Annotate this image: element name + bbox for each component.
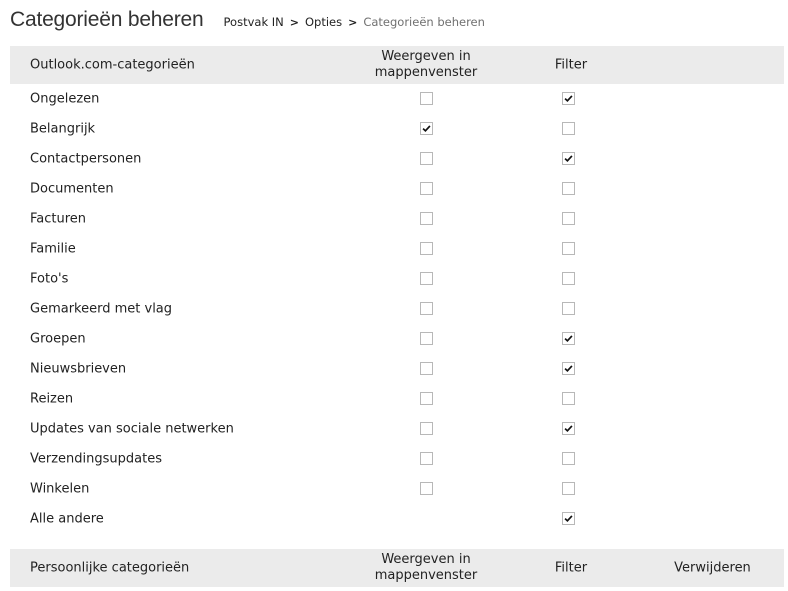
column-header-category: Outlook.com-categorieën <box>30 57 195 73</box>
category-row <box>10 234 784 264</box>
column-header-show-in-folder-pane <box>365 552 487 584</box>
category-label: Ongelezen <box>30 91 100 107</box>
category-row <box>10 144 784 174</box>
page-title: Categorieën beheren <box>10 8 204 31</box>
filter-checkbox[interactable] <box>562 182 575 195</box>
breadcrumb-current: Categorieën beheren <box>363 15 485 29</box>
outlook-categories-list <box>10 84 784 534</box>
show-in-folder-pane-checkbox[interactable] <box>420 182 433 195</box>
show-in-folder-pane-checkbox[interactable] <box>420 92 433 105</box>
category-label: Verzendingsupdates <box>30 451 162 467</box>
category-row <box>10 504 784 534</box>
filter-checkbox[interactable] <box>562 452 575 465</box>
category-row <box>10 444 784 474</box>
column-header-delete: Verwijderen <box>674 560 751 576</box>
show-in-folder-pane-checkbox[interactable] <box>420 242 433 255</box>
filter-checkbox[interactable] <box>562 242 575 255</box>
show-in-folder-pane-checkbox[interactable] <box>420 122 433 135</box>
category-label: Contactpersonen <box>30 151 142 167</box>
category-label: Alle andere <box>30 511 104 527</box>
filter-checkbox[interactable] <box>562 482 575 495</box>
show-in-folder-pane-checkbox[interactable] <box>420 152 433 165</box>
checkmark-icon <box>564 334 573 343</box>
column-header-personal-category: Persoonlijke categorieën <box>30 560 190 576</box>
filter-checkbox[interactable] <box>562 422 575 435</box>
breadcrumb-separator: > <box>289 16 299 29</box>
show-in-folder-pane-checkbox[interactable] <box>420 482 433 495</box>
column-header-show-line2: mappenvenster <box>374 65 478 80</box>
filter-checkbox[interactable] <box>562 212 575 225</box>
checkmark-icon <box>564 514 573 523</box>
category-label: Groepen <box>30 331 86 347</box>
show-in-folder-pane-checkbox[interactable] <box>420 302 433 315</box>
category-row <box>10 264 784 294</box>
column-header-show-line1: Weergeven in <box>381 552 471 567</box>
breadcrumb-separator: > <box>348 16 358 29</box>
category-row <box>10 294 784 324</box>
category-label: Winkelen <box>30 481 90 497</box>
category-label: Familie <box>30 241 76 257</box>
show-in-folder-pane-checkbox[interactable] <box>420 392 433 405</box>
filter-checkbox[interactable] <box>562 92 575 105</box>
category-label: Belangrijk <box>30 121 96 137</box>
category-label: Foto's <box>30 271 69 287</box>
column-header-filter: Filter <box>554 57 588 73</box>
filter-checkbox[interactable] <box>562 302 575 315</box>
filter-checkbox[interactable] <box>562 362 575 375</box>
filter-checkbox[interactable] <box>562 512 575 525</box>
category-row <box>10 474 784 504</box>
category-label: Gemarkeerd met vlag <box>30 301 173 317</box>
filter-checkbox[interactable] <box>562 122 575 135</box>
category-row <box>10 414 784 444</box>
show-in-folder-pane-checkbox[interactable] <box>420 212 433 225</box>
category-label: Facturen <box>30 211 87 227</box>
column-header-show-line2: mappenvenster <box>374 568 478 583</box>
filter-checkbox[interactable] <box>562 152 575 165</box>
category-row <box>10 354 784 384</box>
filter-checkbox[interactable] <box>562 392 575 405</box>
category-row <box>10 384 784 414</box>
category-row <box>10 204 784 234</box>
column-header-show-in-folder-pane <box>365 49 487 81</box>
category-row <box>10 174 784 204</box>
checkmark-icon <box>422 124 431 133</box>
show-in-folder-pane-checkbox[interactable] <box>420 362 433 375</box>
category-row <box>10 114 784 144</box>
category-row <box>10 84 784 114</box>
checkmark-icon <box>564 154 573 163</box>
checkmark-icon <box>564 94 573 103</box>
show-in-folder-pane-checkbox[interactable] <box>420 332 433 345</box>
category-label: Documenten <box>30 181 114 197</box>
title-row <box>10 8 485 40</box>
filter-checkbox[interactable] <box>562 272 575 285</box>
filter-checkbox[interactable] <box>562 332 575 345</box>
show-in-folder-pane-checkbox[interactable] <box>420 422 433 435</box>
category-row <box>10 324 784 354</box>
breadcrumb <box>224 15 485 29</box>
category-label: Reizen <box>30 391 74 407</box>
breadcrumb-inbox[interactable]: Postvak IN <box>223 15 284 29</box>
category-label: Updates van sociale netwerken <box>30 421 234 437</box>
personal-categories-header <box>10 549 784 587</box>
show-in-folder-pane-checkbox[interactable] <box>420 452 433 465</box>
checkmark-icon <box>564 424 573 433</box>
column-header-filter: Filter <box>554 560 588 576</box>
column-header-show-line1: Weergeven in <box>381 49 471 64</box>
category-label: Nieuwsbrieven <box>30 361 127 377</box>
breadcrumb-options[interactable]: Opties <box>304 15 343 29</box>
show-in-folder-pane-checkbox[interactable] <box>420 272 433 285</box>
checkmark-icon <box>564 364 573 373</box>
outlook-categories-header <box>10 46 784 84</box>
